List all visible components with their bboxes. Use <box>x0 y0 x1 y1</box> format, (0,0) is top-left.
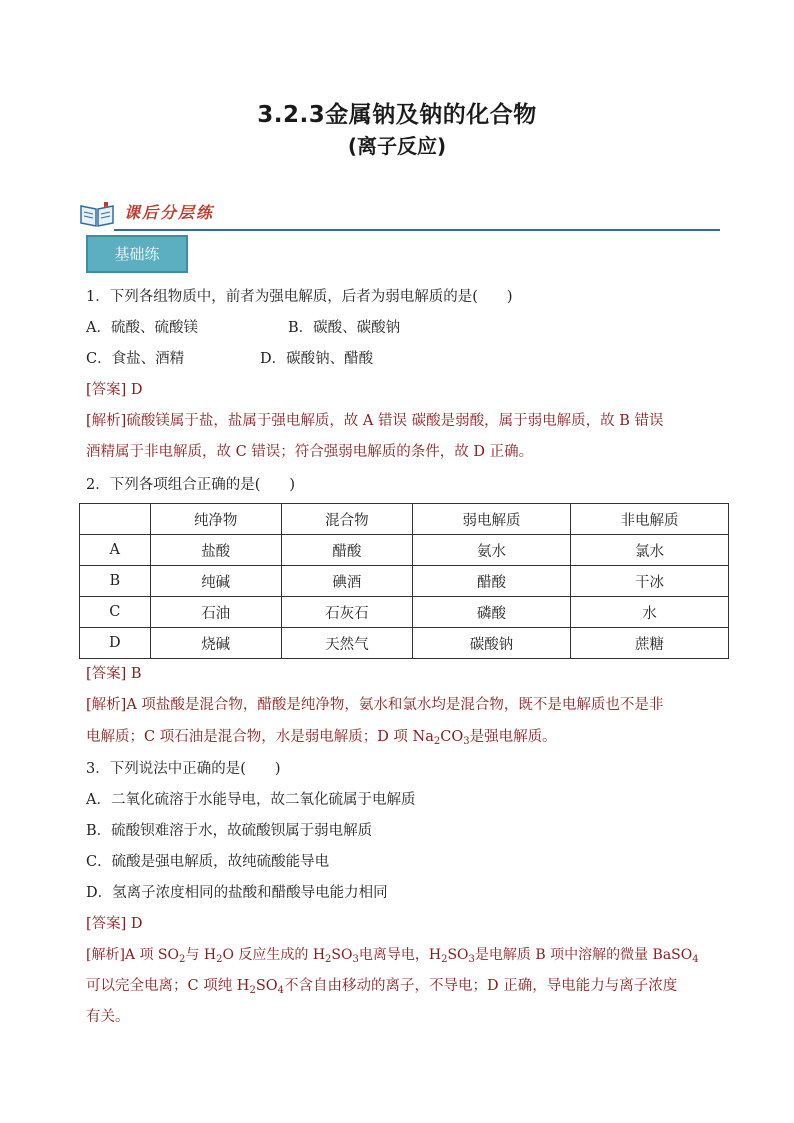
q2-analysis-line2 <box>86 727 557 752</box>
q1-stem: 1．下列各组物质中，前者为强电解质，后者为弱电解质的是( ) <box>86 289 513 305</box>
q3-analysis-line1 <box>86 945 699 970</box>
section-header <box>78 198 720 232</box>
subscript: 2 <box>441 954 448 965</box>
text-run: SO <box>447 947 469 963</box>
table-cell: 天然气 <box>281 628 412 659</box>
table-header-cell: 混合物 <box>281 504 412 535</box>
text-run: 是强电解质。 <box>469 729 557 745</box>
subscript: 2 <box>249 985 256 996</box>
text-run: CO <box>440 729 464 745</box>
text-run: 可以完全电离；C 项纯 H <box>86 978 250 994</box>
table-header-cell: 非电解质 <box>570 504 728 535</box>
q1-analysis-line1: [解析]硫酸镁属于盐，盐属于强电解质，故 A 错误 碳酸是弱酸，属于弱电解质，故 B 错误 <box>86 413 664 429</box>
text-run: 电离导电，H <box>358 947 442 963</box>
table-cell: C <box>80 597 151 628</box>
table-header-cell: 纯净物 <box>150 504 281 535</box>
subscript: 4 <box>692 954 699 965</box>
page-title: 3.2.3金属钠及钠的化合物 <box>257 102 537 128</box>
q3-analysis-line2 <box>86 976 677 1001</box>
subscript: 3 <box>463 736 470 747</box>
text-run: O 反应生成的 H <box>222 947 326 963</box>
book-icon <box>78 200 116 228</box>
table-cell: 氨水 <box>412 535 570 566</box>
subscript: 4 <box>277 985 285 996</box>
q2-analysis-line1: [解析]A 项盐酸是混合物，醋酸是纯净物，氨水和氯水均是混合物，既不是电解质也不是非 <box>86 697 664 713</box>
table-cell: 纯碱 <box>150 566 281 597</box>
section-title: 课后分层练 <box>124 203 215 222</box>
table-cell: 石灰石 <box>281 597 412 628</box>
q2-answer: [答案] B <box>86 666 142 682</box>
q3-option-a: A．二氧化硫溶于水能导电，故二氧化硫属于电解质 <box>86 792 416 808</box>
table-cell: 氯水 <box>570 535 728 566</box>
text-run: 与 H <box>185 947 217 963</box>
q3-option-b: B．硫酸钡难溶于水，故硫酸钡属于弱电解质 <box>86 823 373 839</box>
table-cell: 醋酸 <box>412 566 570 597</box>
text-run: SO <box>255 978 278 994</box>
table-cell: B <box>80 566 151 597</box>
q1-answer: [答案] D <box>86 382 143 398</box>
q3-option-d: D．氢离子浓度相同的盐酸和醋酸导电能力相同 <box>86 885 388 901</box>
level-tab: 基础练 <box>86 235 188 273</box>
q3-analysis-line3: 有关。 <box>86 1009 130 1025</box>
table-row <box>80 597 729 628</box>
q1-option-c: C．食盐、酒精 <box>86 351 185 367</box>
q2-stem: 2．下列各项组合正确的是( ) <box>86 477 296 493</box>
table-cell: 碳酸钠 <box>412 628 570 659</box>
text-run: 电解质；C 项石油是混合物，水是弱电解质；D 项 Na <box>86 729 434 745</box>
text-run: 不含自由移动的离子，不导电；D 正确，导电能力与离子浓度 <box>284 978 678 994</box>
q3-stem: 3．下列说法中正确的是( ) <box>86 761 281 777</box>
text-run: SO <box>331 947 353 963</box>
table-header-row <box>80 504 729 535</box>
table-cell: D <box>80 628 151 659</box>
table-header-cell: 弱电解质 <box>412 504 570 535</box>
subscript: 3 <box>468 954 475 965</box>
section-divider <box>114 229 720 231</box>
table-cell: 盐酸 <box>150 535 281 566</box>
table-header-cell <box>80 504 151 535</box>
subscript: 2 <box>433 736 441 747</box>
q3-option-c: C．硫酸是强电解质，故纯硫酸能导电 <box>86 854 330 870</box>
q1-analysis-line2: 酒精属于非电解质，故 C 错误；符合强弱电解质的条件，故 D 正确。 <box>86 444 534 460</box>
subscript: 2 <box>325 954 332 965</box>
q2-table <box>79 503 729 659</box>
table-cell: 干冰 <box>570 566 728 597</box>
page-subtitle: (离子反应) <box>347 134 447 158</box>
text-run: 是电解质 B 项中溶解的微量 BaSO <box>474 947 693 963</box>
table-row <box>80 628 729 659</box>
q1-option-b: B．碳酸、碳酸钠 <box>288 320 401 336</box>
table-cell: 磷酸 <box>412 597 570 628</box>
table-cell: 碘酒 <box>281 566 412 597</box>
subscript: 2 <box>179 954 186 965</box>
table-cell: 水 <box>570 597 728 628</box>
subscript: 3 <box>352 954 359 965</box>
text-run: [解析]A 项 SO <box>86 947 180 963</box>
table-cell: 烧碱 <box>150 628 281 659</box>
table-cell: 石油 <box>150 597 281 628</box>
table-cell: A <box>80 535 151 566</box>
table-cell: 醋酸 <box>281 535 412 566</box>
q3-answer: [答案] D <box>86 916 143 932</box>
table-row <box>80 535 729 566</box>
subscript: 2 <box>216 954 223 965</box>
q1-option-d: D．碳酸钠、醋酸 <box>260 351 374 367</box>
table-cell: 蔗糖 <box>570 628 728 659</box>
q1-option-a: A．硫酸、硫酸镁 <box>86 320 198 336</box>
table-row <box>80 566 729 597</box>
